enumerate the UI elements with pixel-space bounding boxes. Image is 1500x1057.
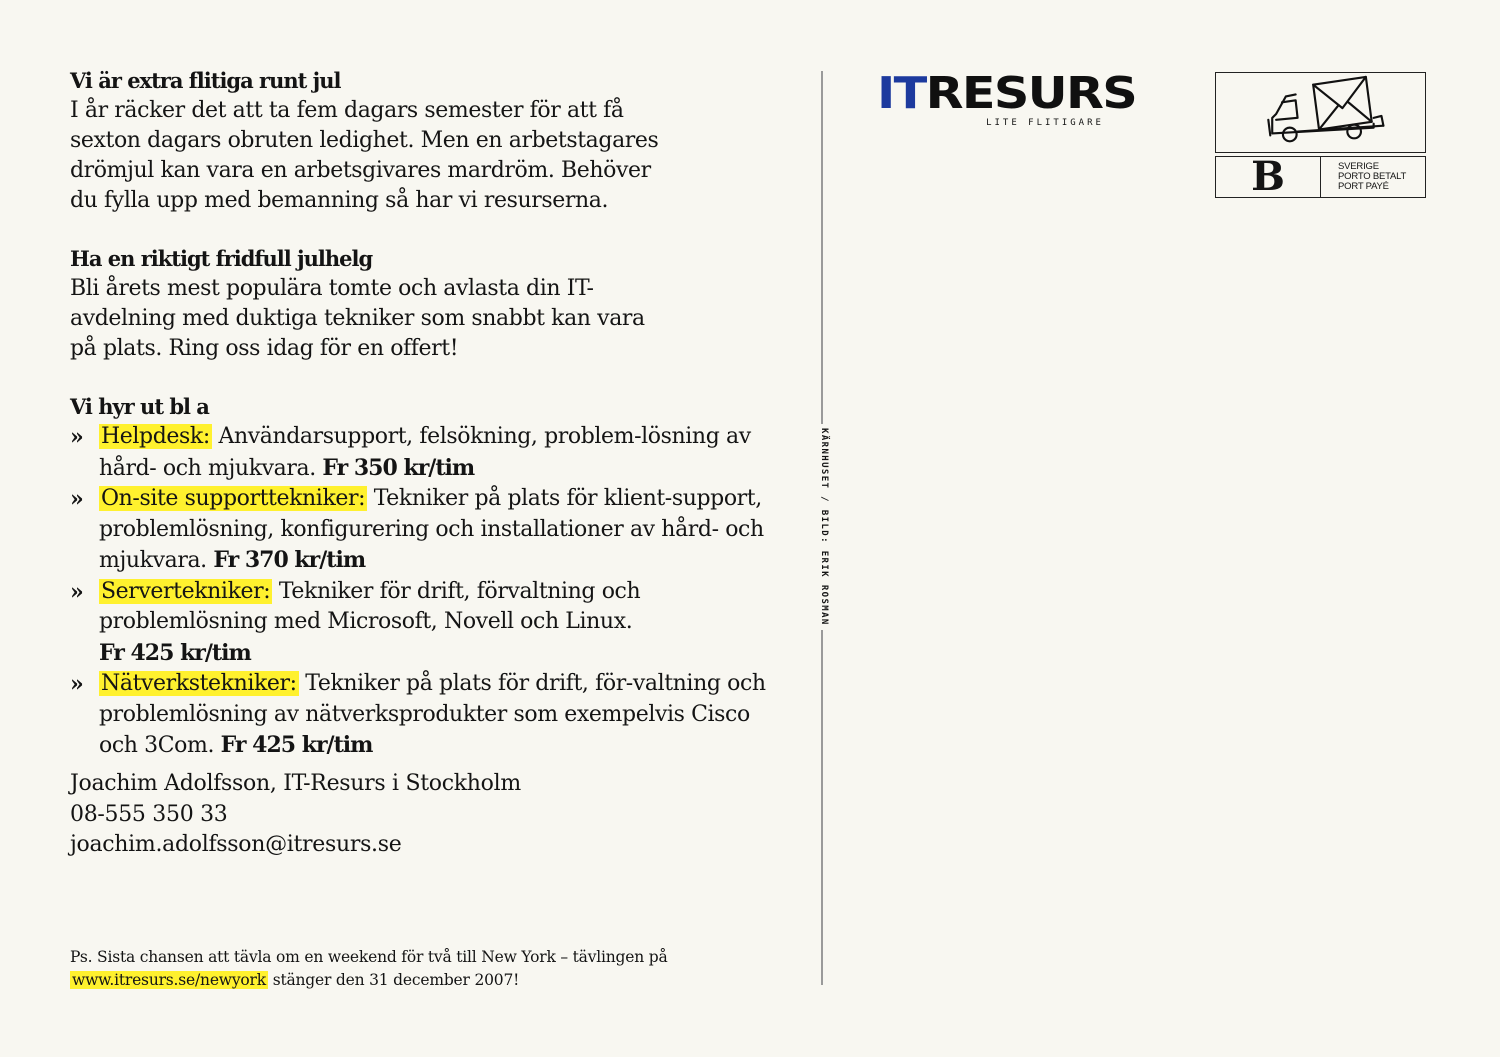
ps-text-end: stänger den 31 december 2007! [272, 971, 520, 989]
service-item-server [70, 577, 790, 670]
porto-text [1321, 157, 1425, 197]
section-line: avdelning med duktiga tekniker som snabbt kan vara [70, 306, 645, 331]
mail-truck-icon [1216, 73, 1425, 152]
service-description: Tekniker för drift, förvaltning och problemlösning med Microsoft, Novell och Linux. [99, 578, 641, 634]
service-item-network [70, 669, 790, 762]
newyork-link[interactable]: www.itresurs.se/newyork [72, 971, 266, 989]
section-line: drömjul kan vara en arbetsgivares mardröm. Behöver [70, 158, 651, 183]
message-column [70, 66, 790, 762]
logo-it: IT [877, 68, 926, 119]
bullet-icon: » [70, 578, 84, 605]
section-line: I år räcker det att ta fem dagars semester för att få [70, 98, 624, 123]
section-line: sexton dagars obruten ledighet. Men en arbetstagares [70, 128, 659, 153]
section-holiday [70, 244, 790, 364]
service-label: Nätverkstekniker: [101, 671, 297, 696]
porto-line: PORT PAYÉ [1338, 181, 1389, 192]
contact-email[interactable]: joachim.adolfsson@itresurs.se [70, 832, 402, 857]
bullet-icon: » [70, 424, 84, 450]
service-price: Fr 370 kr/tim [213, 547, 366, 573]
service-label: Servertekniker: [101, 578, 271, 604]
service-item-onsite [70, 484, 790, 577]
porto-box [1215, 153, 1426, 200]
service-item-helpdesk [70, 422, 790, 484]
services-section [70, 392, 790, 762]
porto-letter: B [1216, 157, 1321, 197]
service-description: Tekniker på plats för klient-support, problemlösning, konfigurering och installationer av hård- och mjukvara. [99, 486, 764, 573]
stamp-box [1215, 72, 1426, 153]
services-list [70, 422, 790, 762]
section-christmas [70, 66, 790, 216]
ps-text: Ps. Sista chansen att tävla om en weekend för två till New York – tävlingen på [70, 948, 668, 966]
logo-wordmark [877, 68, 1220, 119]
bullet-icon: » [70, 671, 84, 697]
services-heading: Vi hyr ut bl a [70, 394, 209, 419]
bullet-icon: » [70, 486, 84, 512]
ps-note [70, 946, 668, 992]
service-label: On-site supporttekniker: [101, 486, 366, 511]
photo-credit: KÄRNHUSET / BILD: ERIK ROSMAN [819, 424, 829, 630]
contact-block [70, 769, 521, 861]
section-heading: Vi är extra flitiga runt jul [70, 68, 341, 93]
logo-tagline: LITE FLITIGARE [986, 118, 1104, 128]
porto-line: PORTO BETALT [1338, 171, 1407, 182]
service-description: Tekniker på plats för drift, för-valtning och problemlösning av nätverksprodukter som exempelvis Cisco och 3Com. [99, 671, 766, 758]
service-price: Fr 425 kr/tim [220, 732, 373, 758]
section-line: på plats. Ring oss idag för en offert! [70, 336, 459, 361]
porto-line: SVERIGE [1338, 161, 1379, 172]
contact-phone[interactable]: 08-555 350 33 [70, 801, 228, 827]
logo-resurs: RESURS [925, 68, 1137, 119]
contact-name: Joachim Adolfsson, IT-Resurs i Stockholm [70, 771, 521, 796]
section-line: Bli årets mest populära tomte och avlasta din IT- [70, 276, 594, 301]
service-price: Fr 350 kr/tim [322, 454, 475, 481]
itresurs-logo [877, 68, 1183, 128]
section-heading: Ha en riktigt fridfull julhelg [70, 246, 373, 271]
service-description: Användarsupport, felsökning, problem-lösning av hård- och mjukvara. [99, 424, 751, 481]
service-label: Helpdesk: [101, 424, 210, 449]
section-line: du fylla upp med bemanning så har vi resurserna. [70, 188, 609, 213]
service-price: Fr 425 kr/tim [99, 639, 251, 666]
